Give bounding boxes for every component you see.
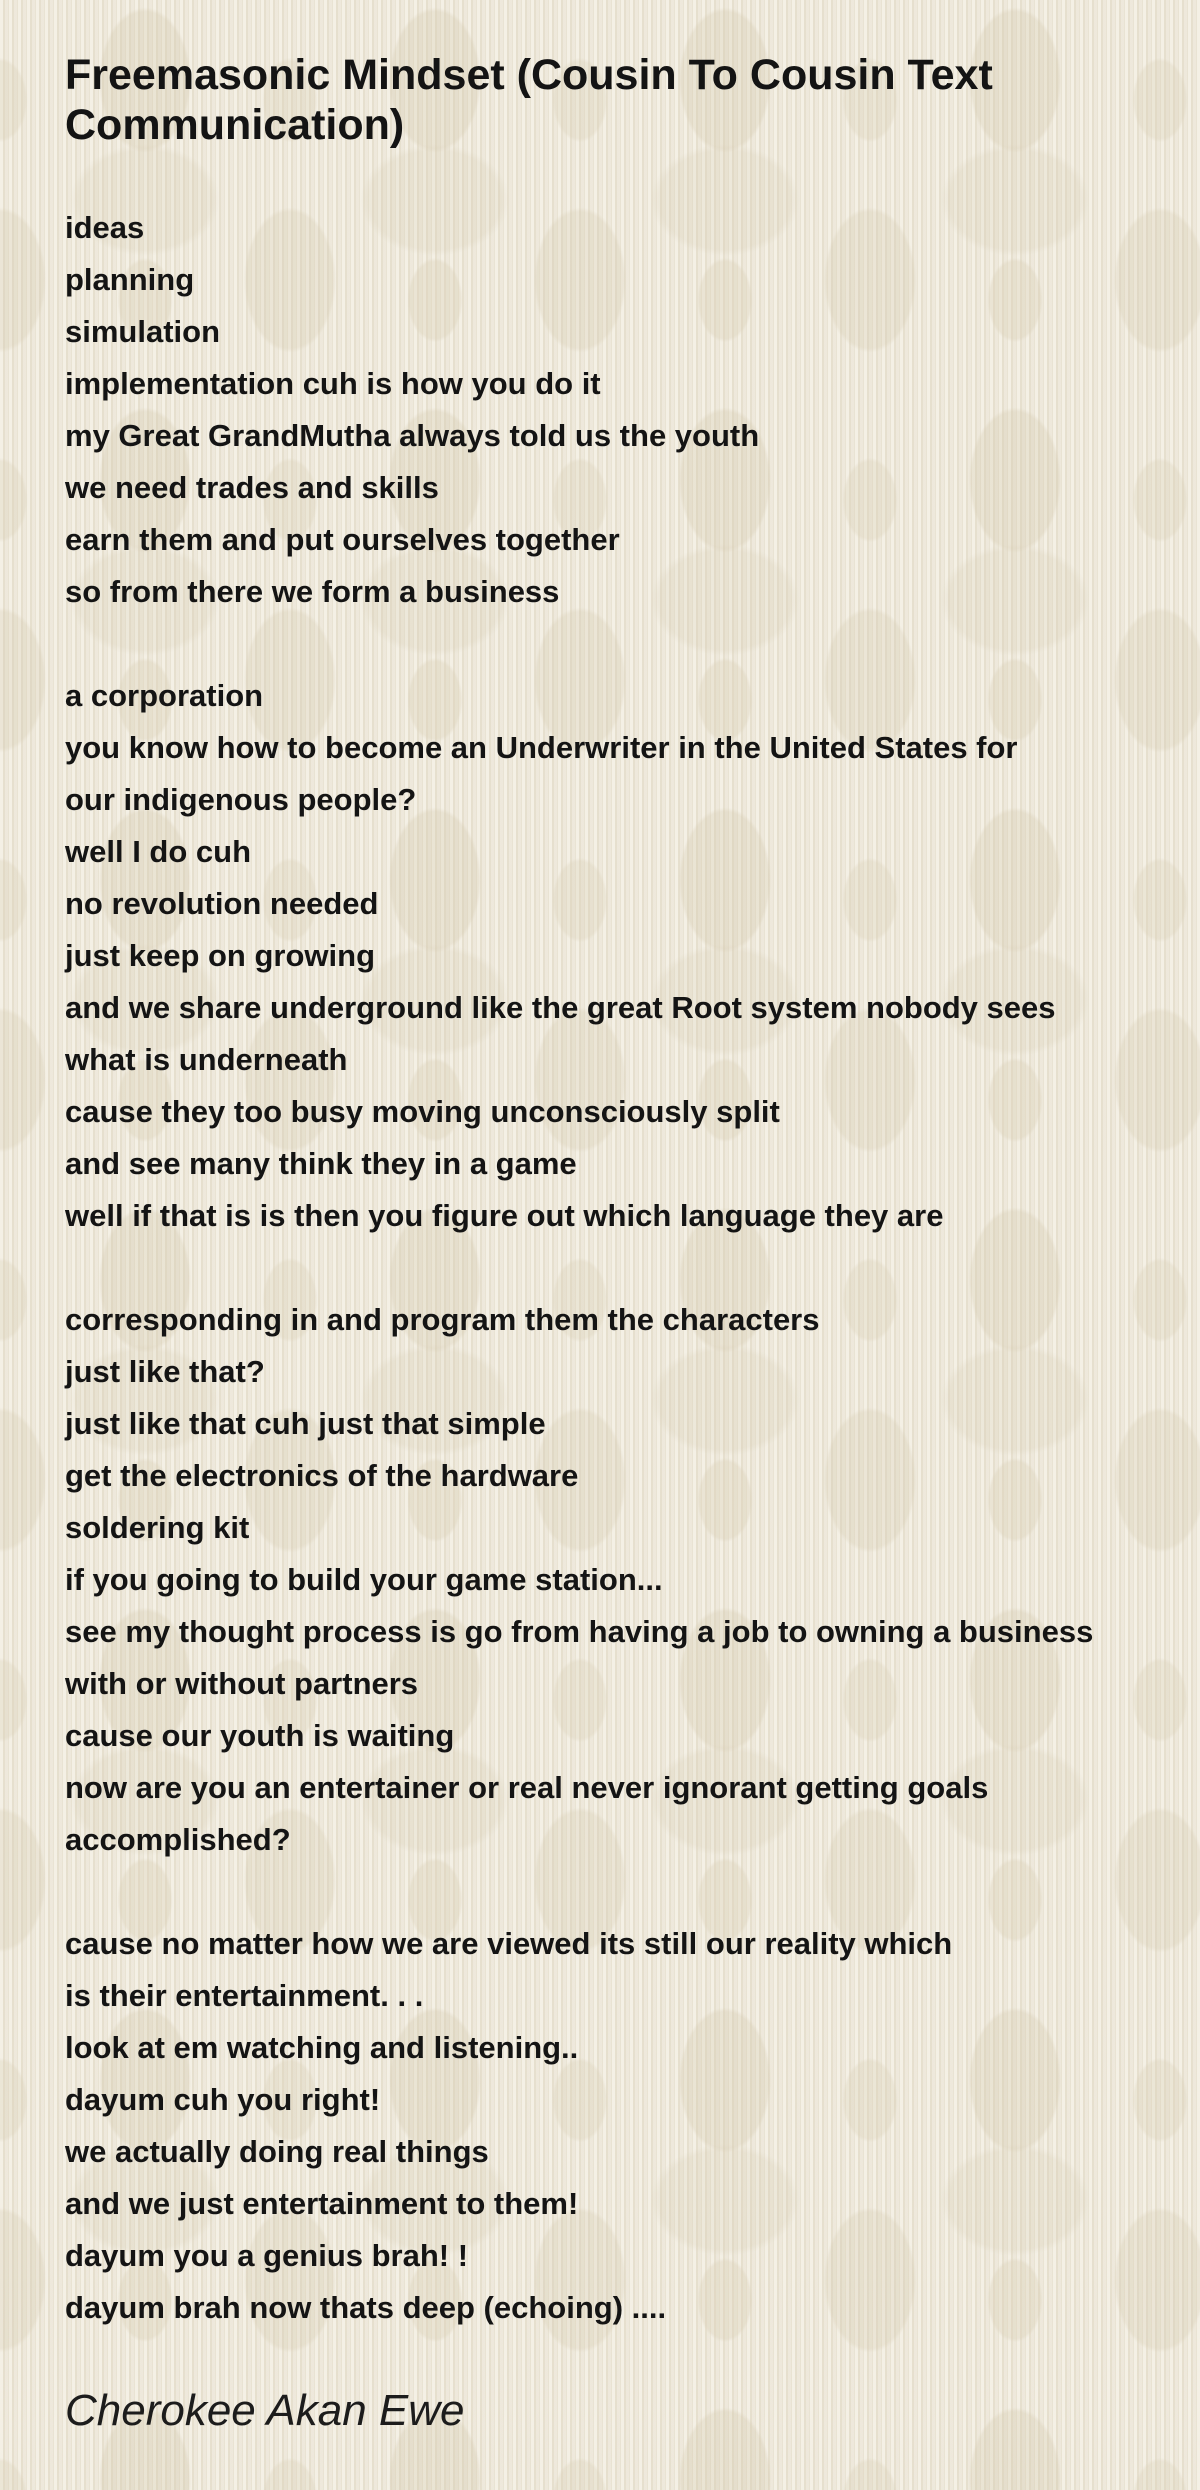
poem-line: just like that cuh just that simple <box>65 1406 546 1441</box>
poem-line: well if that is is then you figure out which language they are <box>65 1198 944 1233</box>
poem-author: Cherokee Akan Ewe <box>65 2386 465 2435</box>
poem-line: cause our youth is waiting <box>65 1718 455 1753</box>
poem-line: simulation <box>65 314 221 349</box>
poem-line: dayum brah now thats deep (echoing) .... <box>65 2290 667 2325</box>
poem-line: no revolution needed <box>65 886 379 921</box>
poem-line: implementation cuh is how you do it <box>65 366 601 401</box>
stanza-2 <box>65 670 1140 1242</box>
poem-line: get the electronics of the hardware <box>65 1458 579 1493</box>
poem-line: cause they too busy moving unconsciously split <box>65 1094 780 1129</box>
poem-line: we need trades and skills <box>65 470 439 505</box>
poem-line: and we share underground like the great Root system nobody sees <box>65 990 1056 1025</box>
poem-line: and we just entertainment to them! <box>65 2186 579 2221</box>
poem-line: what is underneath <box>65 1042 348 1077</box>
poem-line: ideas <box>65 210 145 245</box>
poem-line: so from there we form a business <box>65 574 560 609</box>
poem-line: just keep on growing <box>65 938 376 973</box>
poem-line: look at em watching and listening.. <box>65 2030 579 2065</box>
poem-title: Freemasonic Mindset (Cousin To Cousin Text Communication) <box>65 51 993 149</box>
poem-line: dayum cuh you right! <box>65 2082 381 2117</box>
poem-line: soldering kit <box>65 1510 250 1545</box>
poem-line: you know how to become an Underwriter in the United States for <box>65 730 1018 765</box>
poem-line: planning <box>65 262 195 297</box>
poem-line: is their entertainment. . . <box>65 1978 424 2013</box>
poem-line: with or without partners <box>65 1666 419 1701</box>
stanza-1 <box>65 202 1140 618</box>
poem-line: accomplished? <box>65 1822 291 1857</box>
poem-line: a corporation <box>65 678 264 713</box>
poem-line: just like that? <box>65 1354 265 1389</box>
poem-line: we actually doing real things <box>65 2134 489 2169</box>
stanza-4 <box>65 1918 1140 2334</box>
poem-line: earn them and put ourselves together <box>65 522 620 557</box>
stanza-3 <box>65 1294 1140 1866</box>
poem-line: cause no matter how we are viewed its still our reality which <box>65 1926 953 1961</box>
poem-line: corresponding in and program them the characters <box>65 1302 820 1337</box>
poem-line: see my thought process is go from having a job to owning a business <box>65 1614 1094 1649</box>
poem-line: well I do cuh <box>65 834 252 869</box>
poem-line: our indigenous people? <box>65 782 417 817</box>
poem-line: and see many think they in a game <box>65 1146 577 1181</box>
poem-line: dayum you a genius brah! ! <box>65 2238 469 2273</box>
poem-line: my Great GrandMutha always told us the youth <box>65 418 760 453</box>
poem-line: if you going to build your game station... <box>65 1562 663 1597</box>
poem-line: now are you an entertainer or real never ignorant getting goals <box>65 1770 989 1805</box>
